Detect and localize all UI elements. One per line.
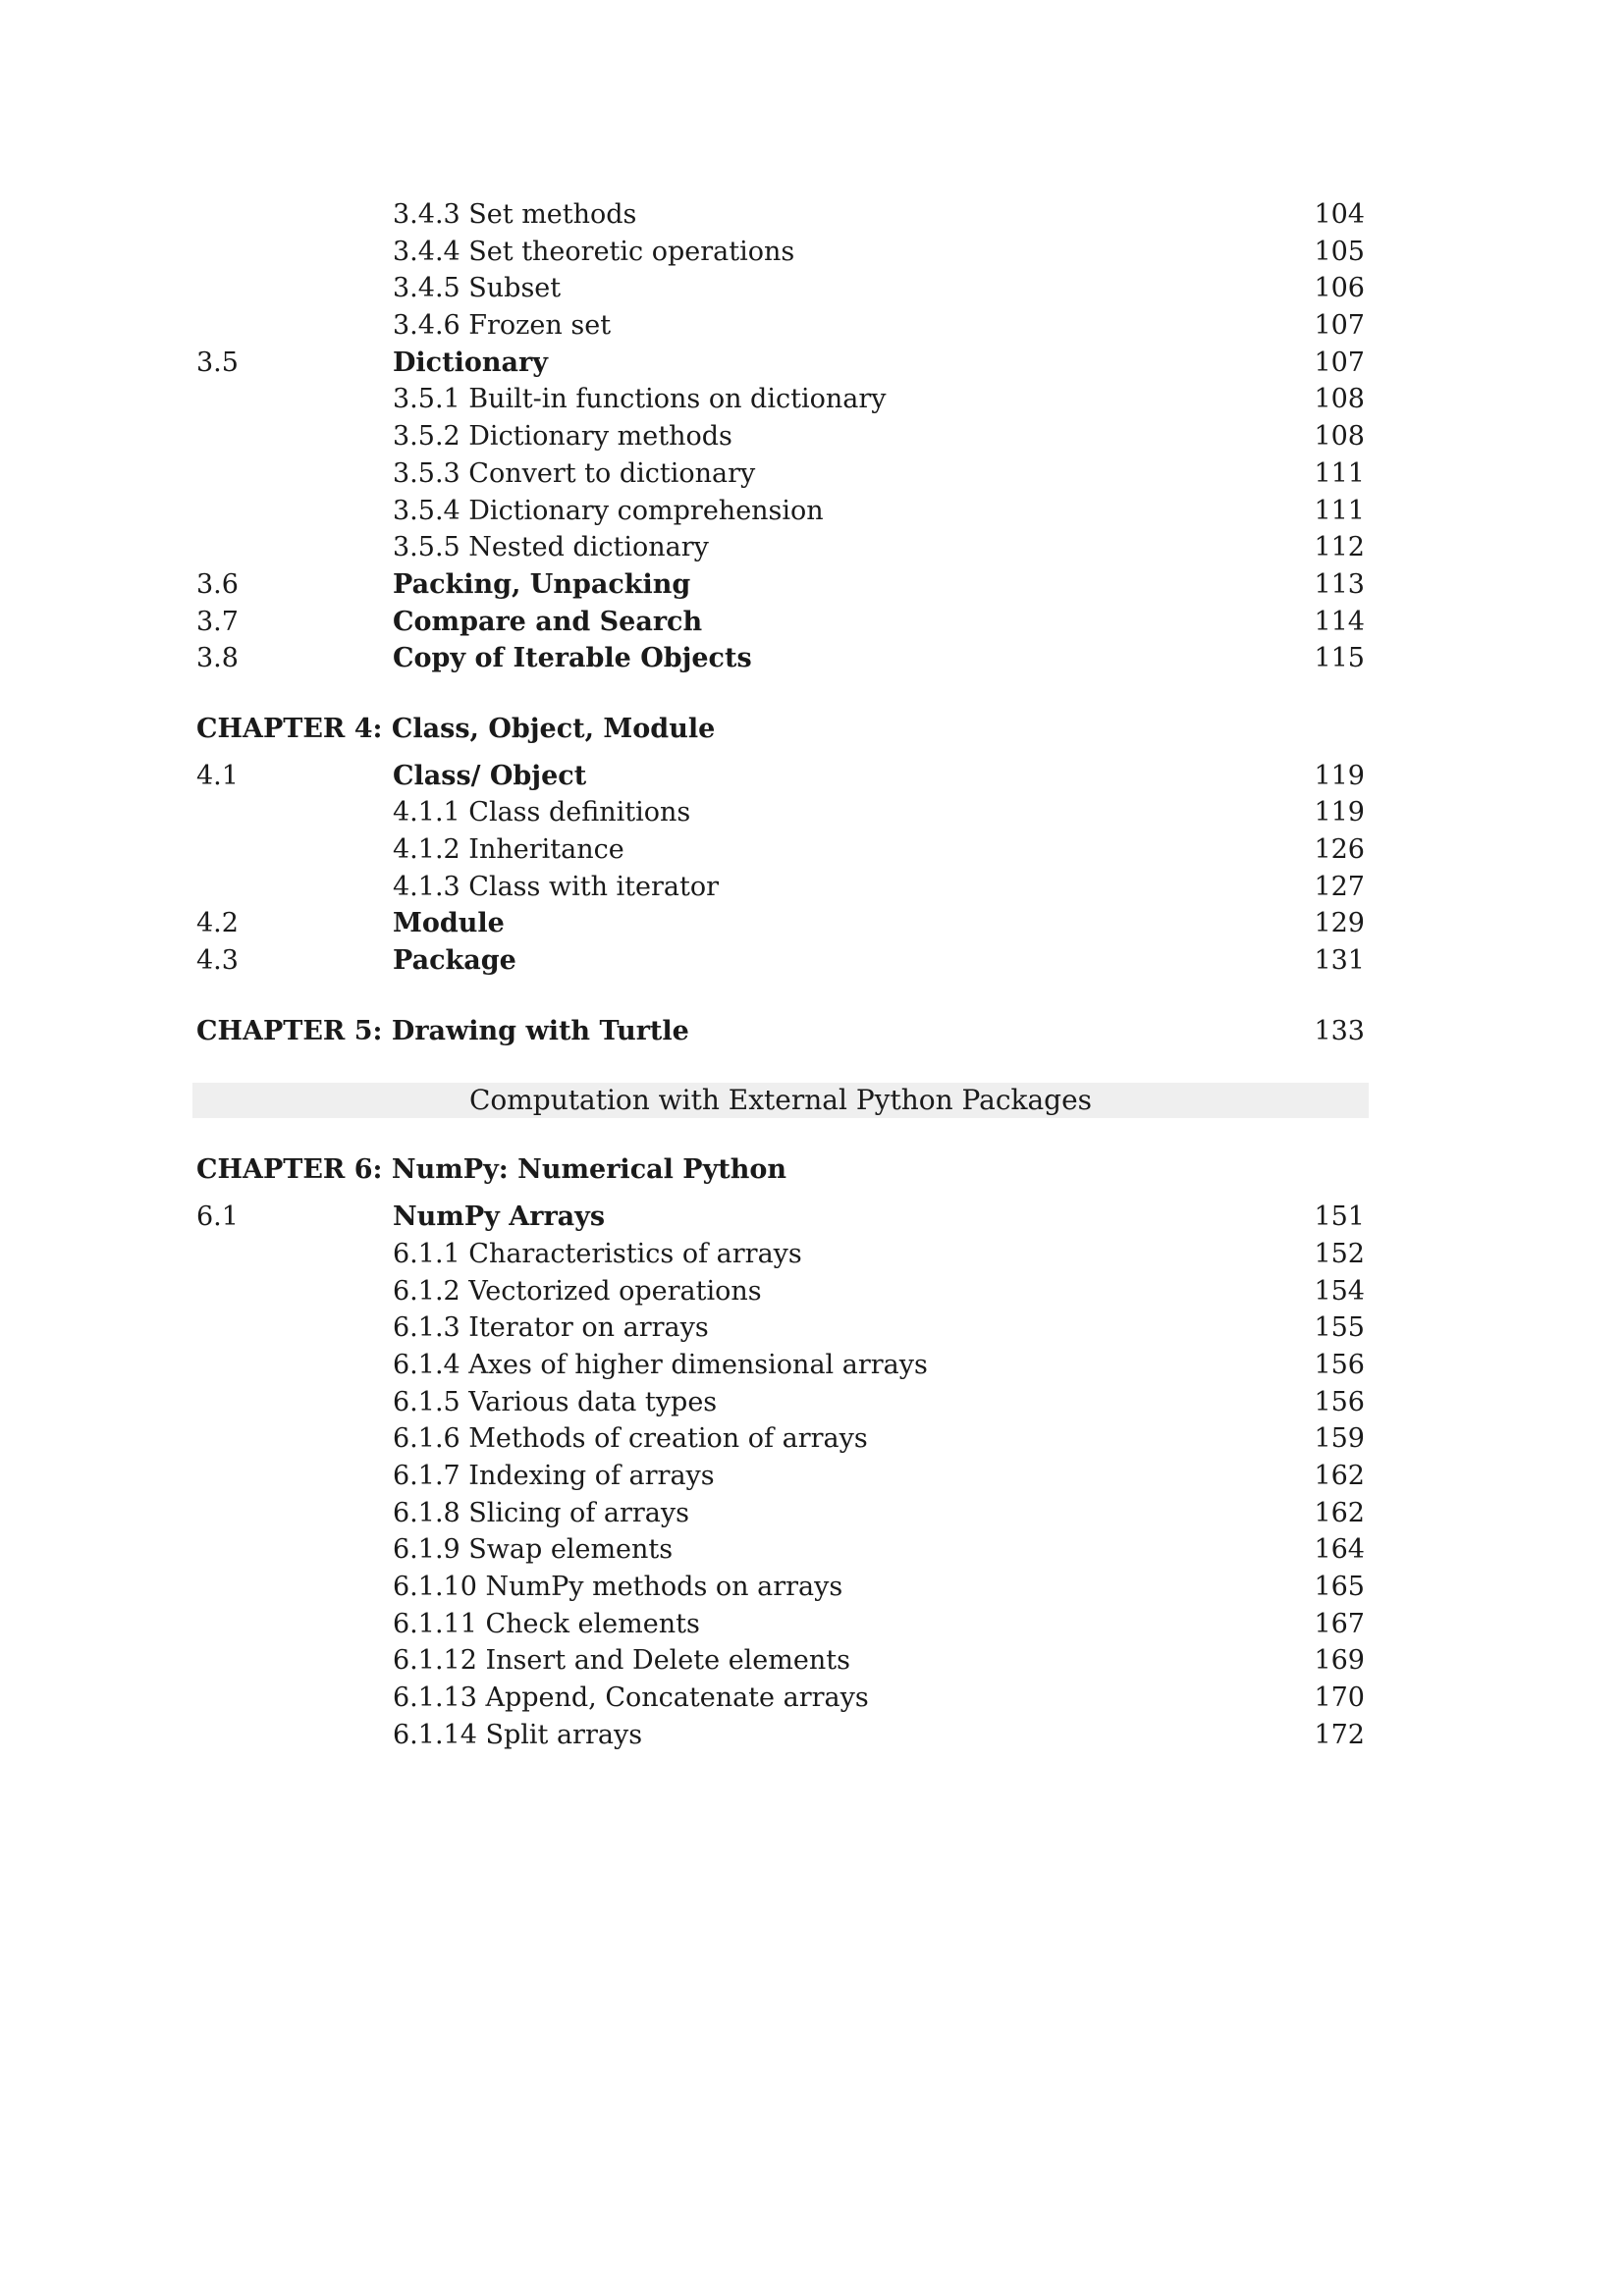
toc-entry-number: 3.8: [196, 643, 239, 674]
toc-entry[interactable]: [196, 794, 1365, 831]
toc-entry-title: 6.1.8 Slicing of arrays: [393, 1497, 690, 1528]
toc-entry[interactable]: [196, 1420, 1365, 1458]
toc-entry-title: Package: [393, 945, 516, 977]
toc-entry[interactable]: [196, 831, 1365, 869]
toc-entry-title: Dictionary: [393, 347, 548, 378]
toc-entry-title: 4.1.1 Class definitions: [393, 797, 691, 828]
toc-entry-title: NumPy Arrays: [393, 1201, 606, 1233]
toc-entry-title: Module: [393, 908, 505, 939]
toc-entry[interactable]: [196, 234, 1365, 271]
toc-entry-page: 131: [1314, 945, 1365, 977]
toc-entry[interactable]: [196, 418, 1365, 455]
chapter-heading[interactable]: [196, 1013, 1365, 1050]
toc-entry[interactable]: [196, 381, 1365, 418]
spacer: [196, 677, 1365, 711]
toc-entry[interactable]: [196, 869, 1365, 906]
spacer: [196, 1118, 1365, 1151]
toc-entry-page: 129: [1314, 908, 1365, 939]
toc-entry-page: 156: [1314, 1349, 1365, 1380]
toc-entry-number: 4.2: [196, 908, 239, 939]
toc-entry-title: 6.1.1 Characteristics of arrays: [393, 1238, 802, 1269]
toc-entry-title: Packing, Unpacking: [393, 568, 691, 600]
toc-entry-title: 3.5.1 Built-in functions on dictionary: [393, 384, 887, 415]
toc-entry-page: 113: [1314, 568, 1365, 600]
toc-entry[interactable]: [196, 529, 1365, 566]
toc-entry-page: 162: [1314, 1460, 1365, 1491]
toc-entry-title: 6.1.4 Axes of higher dimensional arrays: [393, 1349, 928, 1380]
toc-entry-page: 169: [1314, 1645, 1365, 1677]
toc-entry[interactable]: [196, 758, 1365, 795]
toc-entry-number: 4.3: [196, 945, 239, 977]
toc-entry-page: 111: [1314, 457, 1365, 489]
toc-entry-page: 154: [1314, 1275, 1365, 1307]
toc-entry-page: 126: [1314, 834, 1365, 865]
toc-entry[interactable]: [196, 307, 1365, 345]
toc-entry-page: 155: [1314, 1312, 1365, 1344]
toc-entry[interactable]: [196, 1606, 1365, 1643]
chapter-title: CHAPTER 6: NumPy: Numerical Python: [196, 1154, 787, 1186]
toc-entry[interactable]: [196, 1680, 1365, 1717]
toc-entry-page: 170: [1314, 1682, 1365, 1714]
toc-entry-page: 105: [1314, 236, 1365, 267]
toc-entry-page: 108: [1314, 384, 1365, 415]
toc-entry[interactable]: [196, 493, 1365, 530]
toc-entry-page: 115: [1314, 643, 1365, 674]
toc-entry-title: Compare and Search: [393, 606, 703, 637]
toc-entry-page: 107: [1314, 310, 1365, 342]
toc-entry-title: 3.5.3 Convert to dictionary: [393, 457, 756, 489]
toc-entry-page: 112: [1314, 532, 1365, 563]
toc-entry[interactable]: [196, 1569, 1365, 1606]
toc-entry-page: 106: [1314, 273, 1365, 304]
chapter-title: CHAPTER 4: Class, Object, Module: [196, 713, 716, 744]
toc-entry[interactable]: [196, 905, 1365, 942]
toc-entry-title: 6.1.10 NumPy methods on arrays: [393, 1572, 843, 1602]
toc-entry-page: 156: [1314, 1386, 1365, 1417]
toc-entry-page: 162: [1314, 1497, 1365, 1528]
toc-entry-page: 151: [1314, 1201, 1365, 1233]
toc-entry-title: 3.5.5 Nested dictionary: [393, 532, 709, 563]
toc-entry-page: 165: [1314, 1572, 1365, 1602]
toc-entry[interactable]: [196, 1384, 1365, 1421]
chapter-page: 133: [1314, 1015, 1365, 1046]
toc-entry[interactable]: [196, 345, 1365, 382]
toc-entry[interactable]: [196, 640, 1365, 677]
toc-entry[interactable]: [196, 1495, 1365, 1532]
chapter-title: CHAPTER 5: Drawing with Turtle: [196, 1015, 689, 1046]
toc-entry-page: 127: [1314, 871, 1365, 902]
toc-entry-number: 4.1: [196, 760, 239, 791]
toc-entry[interactable]: [196, 196, 1365, 234]
toc-entry-number: 3.7: [196, 606, 239, 637]
toc-entry-title: Copy of Iterable Objects: [393, 643, 752, 674]
toc-entry[interactable]: [196, 1347, 1365, 1384]
toc-entry[interactable]: [196, 1531, 1365, 1569]
toc-entry-page: 104: [1314, 199, 1365, 230]
toc-entry-title: 3.4.4 Set theoretic operations: [393, 236, 795, 267]
toc-entry-number: 3.5: [196, 347, 239, 378]
toc-entry[interactable]: [196, 566, 1365, 604]
toc-entry-title: 3.4.3 Set methods: [393, 199, 637, 230]
toc-entry[interactable]: [196, 604, 1365, 641]
toc-entry-title: 6.1.7 Indexing of arrays: [393, 1460, 715, 1491]
toc-entry-title: 6.1.14 Split arrays: [393, 1719, 643, 1750]
chapter-heading[interactable]: [196, 1151, 1365, 1189]
toc-entry-title: 6.1.3 Iterator on arrays: [393, 1312, 709, 1344]
toc-entry[interactable]: [196, 942, 1365, 980]
toc-entry-title: 3.5.2 Dictionary methods: [393, 421, 732, 453]
toc-entry[interactable]: [196, 1642, 1365, 1680]
toc-entry-title: 6.1.6 Methods of creation of arrays: [393, 1423, 868, 1455]
toc-entry-title: 4.1.2 Inheritance: [393, 834, 624, 865]
toc-entry-title: 3.4.6 Frozen set: [393, 310, 612, 342]
toc-entry-title: 6.1.13 Append, Concatenate arrays: [393, 1682, 869, 1714]
toc-page: [196, 196, 1365, 1753]
toc-entry-title: 3.5.4 Dictionary comprehension: [393, 495, 824, 526]
spacer: [196, 748, 1365, 758]
toc-entry-title: 6.1.11 Check elements: [393, 1608, 700, 1639]
spacer: [196, 1189, 1365, 1199]
toc-entry-number: 3.6: [196, 568, 239, 600]
spacer: [196, 1049, 1365, 1083]
toc-entry-page: 159: [1314, 1423, 1365, 1455]
toc-entry-number: 6.1: [196, 1201, 239, 1233]
toc-entry-page: 152: [1314, 1238, 1365, 1269]
toc-entry-title: 3.4.5 Subset: [393, 273, 562, 304]
part-heading: Computation with External Python Packages: [192, 1083, 1369, 1118]
toc-entry-title: 6.1.2 Vectorized operations: [393, 1275, 762, 1307]
toc-entry-page: 164: [1314, 1534, 1365, 1566]
spacer: [196, 980, 1365, 1013]
toc-entry[interactable]: [196, 1309, 1365, 1347]
toc-entry-page: 172: [1314, 1719, 1365, 1750]
toc-entry-title: 6.1.12 Insert and Delete elements: [393, 1645, 850, 1677]
toc-entry-page: 108: [1314, 421, 1365, 453]
toc-entry-page: 107: [1314, 347, 1365, 378]
toc-entry-page: 167: [1314, 1608, 1365, 1639]
toc-entry-page: 114: [1314, 606, 1365, 637]
toc-entry-title: 4.1.3 Class with iterator: [393, 871, 720, 902]
toc-entry-title: 6.1.5 Various data types: [393, 1386, 718, 1417]
toc-entry[interactable]: [196, 1717, 1365, 1754]
toc-entry[interactable]: [196, 1236, 1365, 1273]
toc-entry-title: Class/ Object: [393, 760, 587, 791]
toc-entry[interactable]: [196, 1458, 1365, 1495]
toc-entry[interactable]: [196, 1273, 1365, 1310]
toc-entry-page: 119: [1314, 760, 1365, 791]
toc-entry[interactable]: [196, 270, 1365, 307]
toc-entry-title: 6.1.9 Swap elements: [393, 1534, 674, 1566]
toc-entry-page: 119: [1314, 797, 1365, 828]
toc-entry[interactable]: [196, 455, 1365, 493]
chapter-heading[interactable]: [196, 711, 1365, 748]
toc-entry-page: 111: [1314, 495, 1365, 526]
toc-entry[interactable]: [196, 1199, 1365, 1236]
